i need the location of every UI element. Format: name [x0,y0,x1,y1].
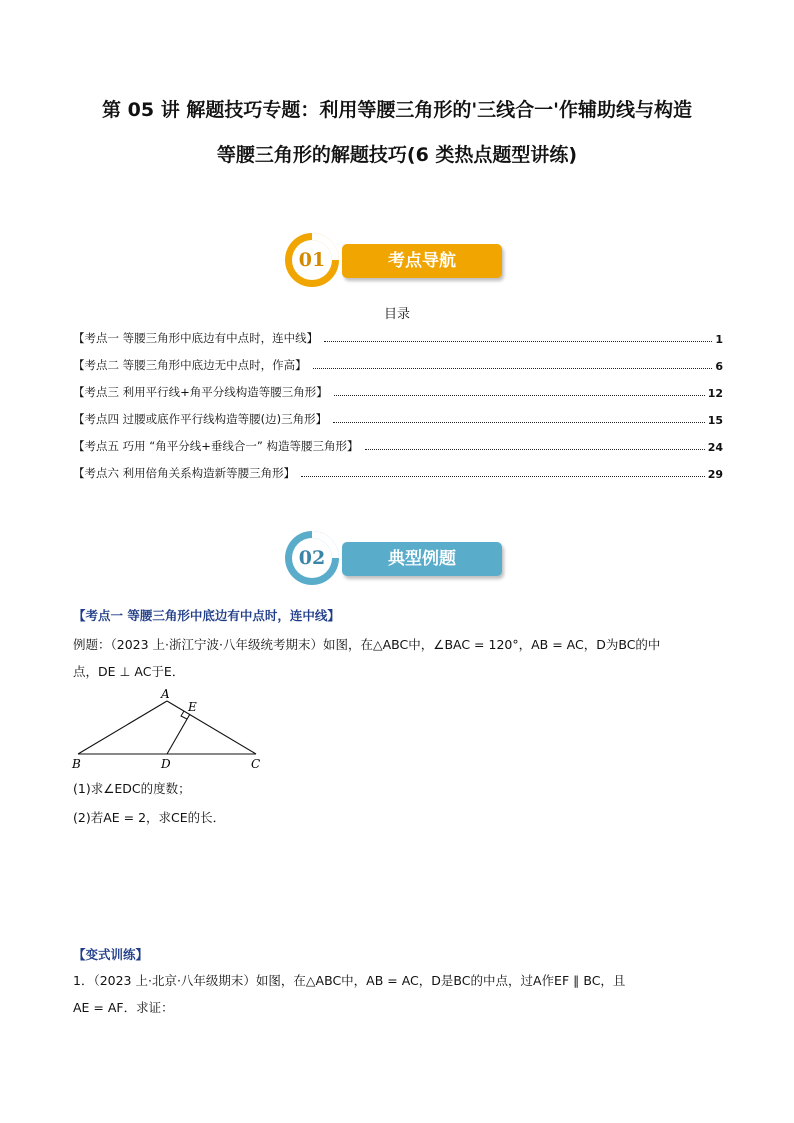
variant-heading: 【变式训练】 [73,947,149,962]
badge-label: 考点导航 [342,244,502,278]
toc-item[interactable]: 【考点五 巧用 “角平分线+垂线合一” 构造等腰三角形】 24 [73,439,723,454]
example-problem [73,631,723,685]
badge-number-circle: 02 [284,530,340,590]
example-text-line1: 如图，在△ABC中，∠BAC = 120°，AB = AC，D为BC的中 [323,637,661,652]
document-title-line1: 第 05 讲 解题技巧专题：利用等腰三角形的'三线合一'作辅助线与构造 [102,99,692,121]
toc-item[interactable]: 【考点二 等腰三角形中底边无中点时，作高】 6 [73,358,723,373]
toc-heading: 目录 [383,307,410,322]
example-source: （2023 上·浙江宁波·八年级统考期末） [110,637,323,652]
example-text-line2: 点，DE ⊥ AC于E． [73,664,185,679]
example-prefix: 例题： [73,637,111,652]
triangle-figure [70,686,270,772]
figure-label-e: E [188,700,197,714]
variant-text-line1: 1．（2023 上·北京·八年级期末）如图，在△ABC中，AB = AC，D是BC的中点，过A作EF ∥ BC，且 [73,973,626,988]
variant-problem [73,967,723,1021]
toc-item[interactable]: 【考点一 等腰三角形中底边有中点时，连中线】 1 [73,331,723,346]
figure-label-d: D [161,757,171,771]
badge-label: 典型例题 [342,542,502,576]
toc-item[interactable]: 【考点六 利用倍角关系构造新等腰三角形】 29 [73,466,723,481]
figure-label-c: C [251,757,261,771]
toc-item[interactable]: 【考点三 利用平行线+角平分线构造等腰三角形】 12 [73,385,723,400]
document-title-line2: 等腰三角形的解题技巧(6 类热点题型讲练) [216,144,578,166]
variant-text-line2: AE = AF．求证： [73,1000,174,1015]
question-1: (1)求∠EDC的度数； [73,781,191,796]
toc-item[interactable]: 【考点四 过腰或底作平行线构造等腰(边)三角形】 15 [73,412,723,427]
question-2: (2)若AE = 2，求CE的长． [73,810,226,825]
badge-number-circle: 01 [284,232,340,292]
figure-label-b: B [72,757,81,771]
section-heading: 【考点一 等腰三角形中底边有中点时，连中线】 [73,608,340,623]
figure-label-a: A [161,687,170,701]
